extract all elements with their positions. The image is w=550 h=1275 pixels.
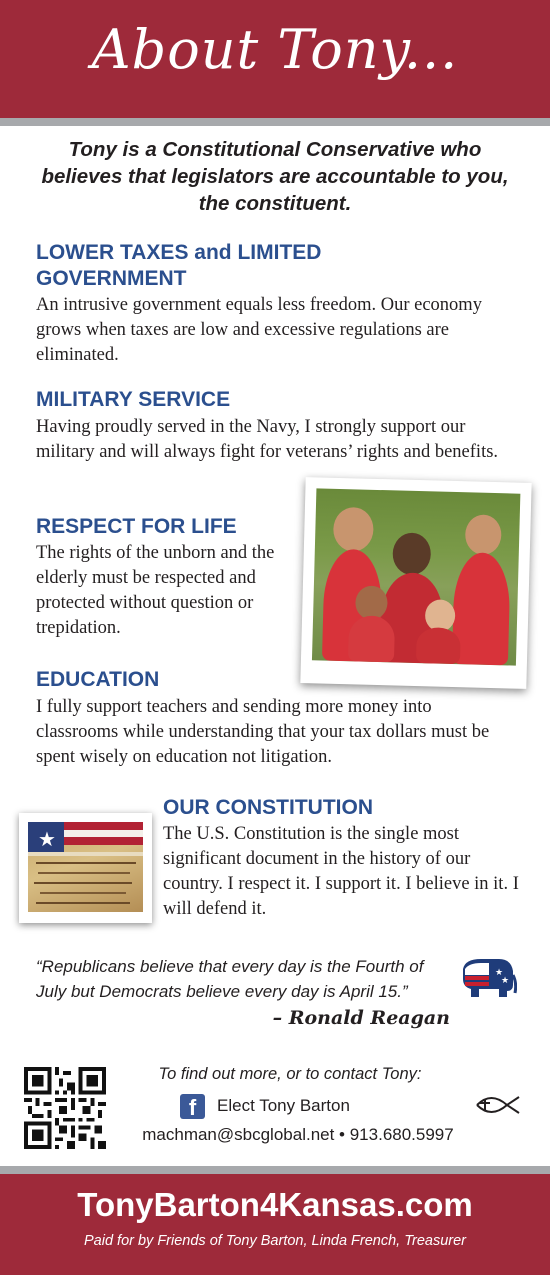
family-photo-image <box>312 488 520 665</box>
section-heading-education: EDUCATION <box>36 668 160 691</box>
section-body-life: The rights of the unborn and the elderly must be respected and protected without question or trepidation. <box>36 543 275 638</box>
footer-divider <box>0 1166 550 1174</box>
section-body-constitution: The U.S. Constitution is the single most significant document in the history of our country. I respect it. I support it. I believe in it. I will defend it. <box>163 824 519 919</box>
section-body-taxes: An intrusive government equals less freedom. Our economy grows when taxes are low and excessive regulations are eliminated. <box>36 295 482 365</box>
quote-author: – Ronald Reagan <box>272 1007 450 1029</box>
header-divider <box>0 118 550 126</box>
contact-info[interactable]: machman@sbcglobal.net • 913.680.5997 <box>142 1125 454 1144</box>
page-title: About Tony... <box>91 18 459 81</box>
paid-for-disclaimer: Paid for by Friends of Tony Barton, Linda French, Treasurer <box>83 1233 467 1249</box>
facebook-link[interactable]: Elect Tony Barton <box>217 1096 350 1115</box>
constitution-photo-image: ★ <box>28 822 143 912</box>
section-heading-constitution: OUR CONSTITUTION <box>163 796 373 819</box>
facebook-icon[interactable]: f <box>180 1094 205 1119</box>
intro-statement: Tony is a Constitutional Conservative who believes that legislators are accountable to you, the constituent. <box>41 138 509 215</box>
contact-label: To find out more, or to contact Tony: <box>158 1065 422 1083</box>
qr-code[interactable] <box>24 1067 106 1149</box>
section-body-military: Having proudly served in the Navy, I strongly support our military and will always fight for veterans’ rights and benefits. <box>36 417 499 462</box>
gop-elephant-logo <box>457 955 517 1001</box>
section-heading-taxes: LOWER TAXES and LIMITED GOVERNMENT <box>36 241 322 290</box>
section-heading-life: RESPECT FOR LIFE <box>36 515 237 538</box>
christian-fish-icon <box>473 1093 521 1117</box>
constitution-photo <box>19 813 152 923</box>
family-photo <box>300 477 531 689</box>
reagan-quote: “Republicans believe that every day is the Fourth of July but Democrats believe every day is April 15.” <box>36 957 424 1001</box>
section-heading-military: MILITARY SERVICE <box>36 388 231 411</box>
website-url[interactable]: TonyBarton4Kansas.com <box>77 1186 473 1223</box>
section-body-education: I fully support teachers and sending more money into classrooms while understanding that your tax dollars must be spent wisely on education not litigation. <box>36 697 490 767</box>
svg-text:★: ★ <box>501 976 510 986</box>
svg-text:★: ★ <box>495 968 504 978</box>
